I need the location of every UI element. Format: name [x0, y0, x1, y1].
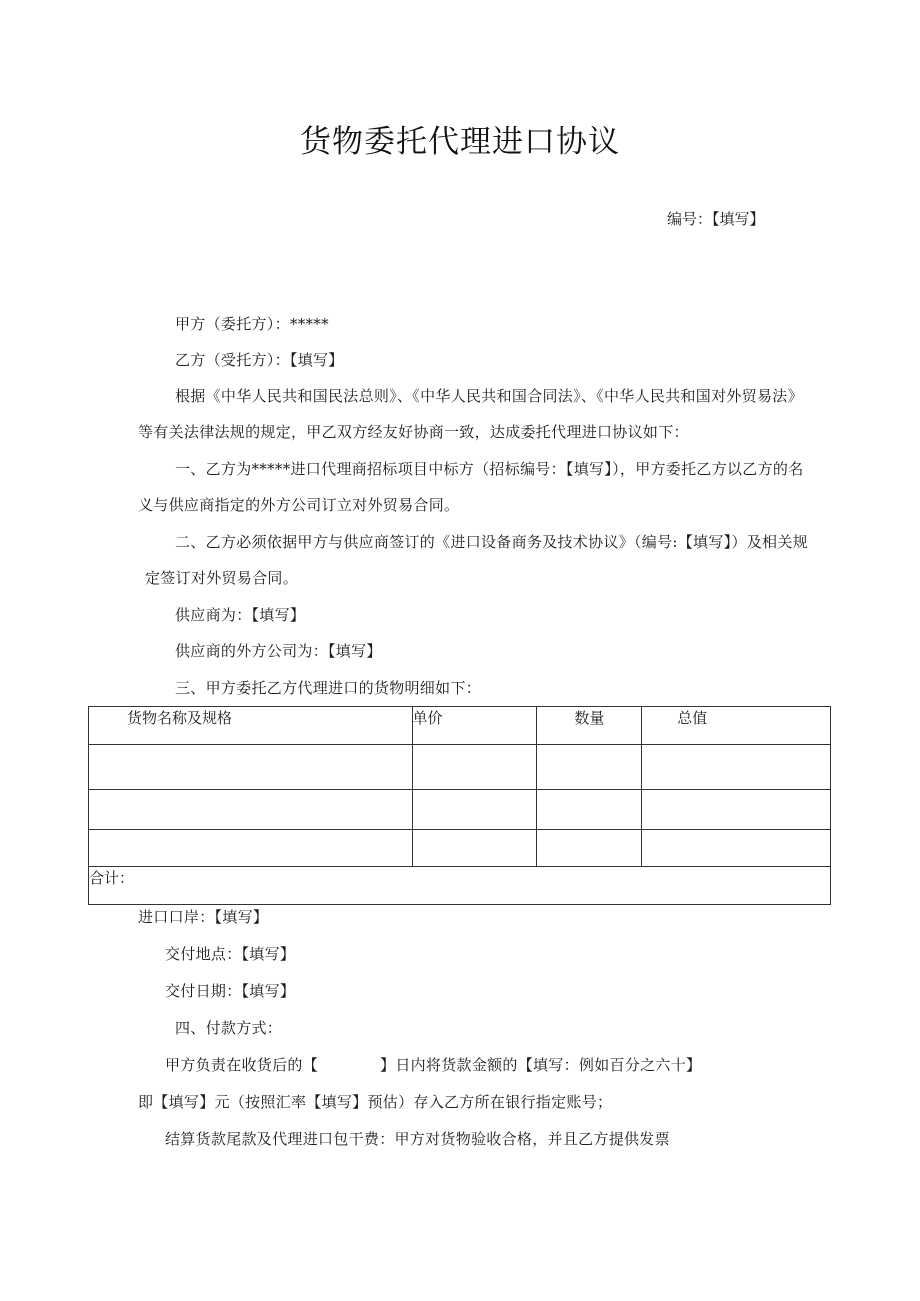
header-total-value: 总值 — [642, 707, 831, 745]
header-quantity: 数量 — [537, 707, 642, 745]
table-cell — [642, 830, 831, 867]
table-header-row — [89, 707, 831, 745]
preamble-line-2: 等有关法律法规的规定，甲乙双方经友好协商一致，达成委托代理进口协议如下： — [138, 423, 689, 441]
clause-4: 四、付款方式： — [175, 1019, 283, 1037]
payment-line-1-end: 】日内将货款金额的【填写：例如百分之六十】 — [380, 1056, 702, 1074]
table-cell — [89, 790, 413, 830]
clause-1-line-2: 义与供应商指定的外方公司订立对外贸易合同。 — [138, 496, 460, 514]
import-port-line: 进口口岸：【填写】 — [138, 908, 269, 926]
party-a: 甲方（委托方）：***** — [175, 315, 329, 333]
table-total-row — [89, 867, 831, 905]
payment-line-2: 即【填写】元（按照汇率【填写】预估）存入乙方所在银行指定账号； — [138, 1093, 613, 1111]
payment-line-1-start: 甲方负责在收货后的【 — [165, 1056, 319, 1074]
header-unit-price: 单价 — [412, 707, 537, 745]
table-cell — [89, 830, 413, 867]
table-cell — [537, 745, 642, 790]
foreign-company-line: 供应商的外方公司为：【填写】 — [175, 642, 382, 660]
table-cell — [537, 830, 642, 867]
table-row — [89, 745, 831, 790]
table-cell — [642, 790, 831, 830]
table-cell — [642, 745, 831, 790]
table-row — [89, 830, 831, 867]
payment-line-1 — [165, 1054, 701, 1075]
delivery-date-line: 交付日期：【填写】 — [165, 982, 296, 1000]
goods-table — [88, 706, 831, 905]
supplier-line: 供应商为：【填写】 — [175, 606, 306, 624]
preamble-line-1: 根据《中华人民共和国民法总则》、《中华人民共和国合同法》、《中华人民共和国对外贸易法》 — [175, 387, 803, 405]
table-cell — [412, 830, 537, 867]
table-cell — [412, 790, 537, 830]
party-b: 乙方（受托方）：【填写】 — [175, 351, 344, 369]
clause-3: 三、甲方委托乙方代理进口的货物明细如下： — [175, 679, 482, 697]
table-cell — [412, 745, 537, 790]
delivery-place-line: 交付地点：【填写】 — [165, 945, 296, 963]
payment-line-3: 结算货款尾款及代理进口包干费：甲方对货物验收合格，并且乙方提供发票 — [165, 1130, 670, 1148]
table-cell — [537, 790, 642, 830]
clause-2-line-2: 定签订对外贸易合同。 — [145, 569, 299, 587]
table-cell — [89, 745, 413, 790]
clause-2-line-1: 二、乙方必须依据甲方与供应商签订的《进口设备商务及技术协议》（编号:【填写】）及相关规 — [175, 533, 808, 551]
table-row — [89, 790, 831, 830]
document-number: 编号：【填写】 — [667, 210, 765, 228]
page-title: 货物委托代理进口协议 — [300, 124, 620, 160]
header-name-spec: 货物名称及规格 — [89, 707, 413, 745]
total-label: 合计： — [89, 867, 831, 905]
clause-1-line-1: 一、乙方为*****进口代理商招标项目中标方（招标编号：【填写】），甲方委托乙方以乙方的名 — [175, 460, 804, 478]
